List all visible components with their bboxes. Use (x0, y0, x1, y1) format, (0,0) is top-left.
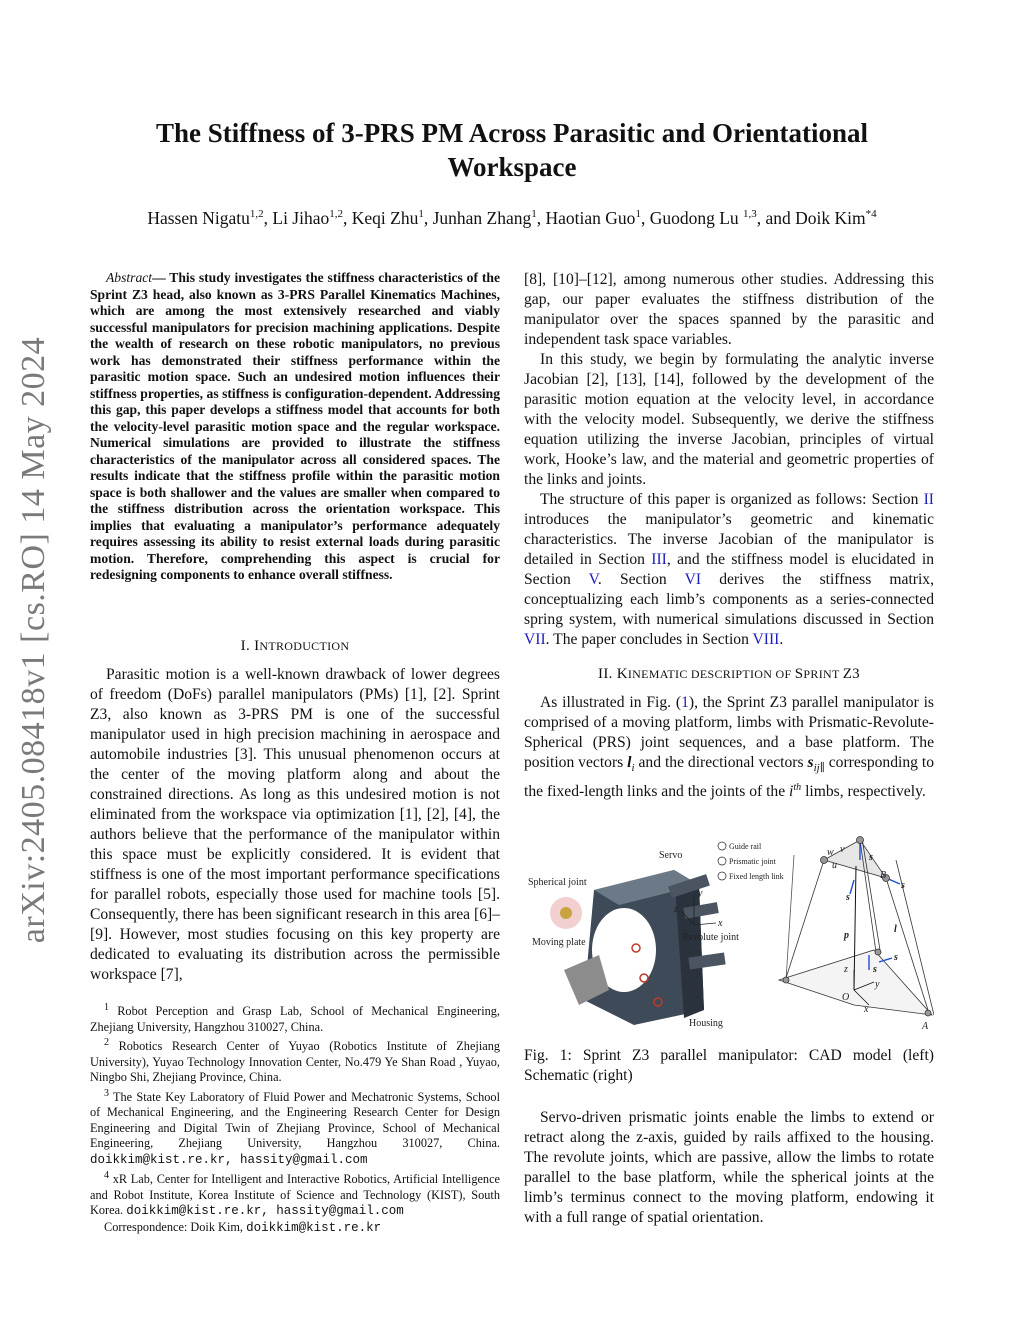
figure-caption: Fig. 1: Sprint Z3 parallel manipulator: CAD model (left) Schematic (right) (524, 1047, 934, 1084)
author-5: Haotian Guo$^1$, (545, 208, 650, 228)
legend-fixed-length-link: Fixed length link (729, 872, 784, 881)
author-1: Hassen Nigatu$^{1,2}$, (147, 208, 273, 228)
legend-guide-rail: Guide rail (729, 842, 762, 851)
label-o: O (842, 992, 850, 1003)
author-3: Keqi Zhu$^1$, (351, 208, 433, 228)
label-s4i: s (846, 892, 850, 903)
ref-section-ii[interactable]: II (923, 491, 934, 508)
author-4: Junhan Zhang$^1$, (432, 208, 546, 228)
introduction-section (90, 636, 500, 985)
footnote-4: $^4$ xR Lab, Center for Intelligent and Interactive Robotics, Artificial Intelligence and Robot Institute, Korea Institute of Science and Technology (KIST), South Korea. doikkim@kist.re.kr, hassity@gmail.com (90, 1170, 500, 1219)
author-list (60, 208, 964, 229)
label-y: y (875, 979, 880, 990)
abstract-label: Abstract (106, 270, 153, 285)
right-column-top (524, 270, 934, 802)
label-cad-y: y (698, 888, 703, 899)
schematic (779, 837, 934, 1033)
label-a-i: A (922, 1021, 929, 1032)
paper-title: The Stiffness of 3-PRS PM Across Parasitic and Orientational Workspace (156, 118, 868, 182)
footnote-1: $^1$ Robot Perception and Grasp Lab, School of Mechanical Engineering, Zhejiang University, Hangzhou 310027, China. (90, 1002, 500, 1034)
label-s1i: s (894, 952, 898, 963)
label-b-i: B (880, 870, 887, 881)
label-w: w (827, 847, 834, 858)
right-column-bottom (524, 1108, 934, 1228)
paragraph-structure: The structure of this paper is organized as follows: Section II introduces the manipulator’s geometric and kinematic characteristics. The inverse Jacobian of the manipulator is detailed in Section III, and the stiffness model is elucidated in Section V. Section VI derives the stiffness matrix, conceptualizing each limb’s components as a series-connected spring system, with numerical simulations discussed in Section VII. The paper concludes in Section VIII. (524, 491, 935, 648)
figure-1 (524, 830, 934, 1040)
label-housing: Housing (689, 1018, 723, 1029)
ref-section-viii[interactable]: VIII (752, 631, 780, 648)
paragraph-servo: Servo-driven prismatic joints enable the limbs to extend or retract along the z-axis, guided by rails affixed to the housing. The revolute joints, which are passive, allow the limbs to rotate parallel to the base platform, while the spherical joints at the limb’s terminus connect to the moving platform, endowing it with a full range of spatial orientation. (524, 1109, 934, 1226)
section-heading-kinematic: II. KINEMATIC DESCRIPTION OF SPRINT Z3 (598, 666, 860, 682)
author-2: Li Jihao$^{1,2}$, (272, 208, 352, 228)
intro-paragraph: Parasitic motion is a well-known drawback of lower degrees of freedom (DoFs) parallel manipulators (PMs) [1], [2]. Sprint Z3, also known as 3-PRS PM is one of the successful manipulator used in high precision machining in aerospace and automobile industries [3]. This unusual phenomenon occurs at the center of the moving platform along and about the constrained directions. As long as this undesired motion is not eliminated from the workspace via optimization [1], [2], [4], the authors believe that the performance of the manipulator within this space must be explicitly considered. It is evident that stiffness is one of the most important performance specifications for parallel robots, especially those used for machine tools [5]. Consequently, there has been significant research in this area [6]–[9]. However, most studies focusing on this key property are dedicated to evaluating its distribution across the permissible workspace [7], (90, 666, 500, 983)
ref-section-vi[interactable]: VI (684, 571, 702, 588)
figure-1-drawing (524, 830, 934, 1040)
cad-model (528, 850, 739, 1029)
label-x: x (864, 1004, 869, 1015)
abstract-text: — This study investigates the stiffness characteristics of the Sprint Z3 head, also known as 3-PRS Parallel Kinematics Machines, which are among the most extensively researched and viably successful manipulators for precision machining applications. Despite the wealth of research on these robotic manipulators, no previous work has demonstrated their stiffness performance within the parasitic motion space. Such an undesired motion influences their stiffness properties, as stiffness is configuration-dependent. Addressing this gap, this paper develops a stiffness model that accounts for both the velocity-level parasitic motion space and the regular workspace. Numerical simulations are provided to illustrate the stiffness characteristics of the manipulator across all considered spaces. The results indicate that the stiffness profile within the parasitic motion space is both shallower and the values are smaller when compared to the stiffness distribution across the orientation workspace. This implies that evaluating a manipulator’s performance adequately requires assessing its ability to resist external loads during parasitic motion. Therefore, comprehending this aspect is crucial for redesigning components to enhance overall stiffness. (90, 270, 500, 582)
label-revolute-joint: Revolute joint (682, 932, 739, 943)
author-7: Doik Kim$^{*4}$ (795, 208, 877, 228)
label-spherical-joint: Spherical joint (528, 877, 587, 888)
paragraph-continued: [8], [10]–[12], among numerous other studies. Addressing this gap, our paper evaluates the stiffness distribution of the manipulator over the spaces spanned by the parasitic and independent task space variables. (524, 271, 934, 348)
label-cad-x: x (718, 918, 723, 929)
ref-section-iii[interactable]: III (651, 551, 667, 568)
abstract (90, 270, 500, 584)
footnotes (90, 1000, 500, 1236)
arxiv-stamp: arXiv:2405.08418v1 [cs.RO] 14 May 2024 (15, 336, 52, 944)
label-s5i: s (901, 880, 905, 891)
label-p: p (844, 930, 849, 941)
section-heading-introduction: I. INTRODUCTION (240, 638, 350, 654)
label-s3i: s (869, 852, 873, 863)
label-l-i: l (894, 924, 897, 935)
ref-section-v[interactable]: V (588, 571, 598, 588)
footnote-3: $^3$ The State Key Laboratory of Fluid Power and Mechatronic Systems, School of Mechanical Engineering, and the Engineering Research Center for Design Engineering and Digital Twin of Zhejiang Province, School of Mechanical Engineering, Zhejiang University, Hangzhou 310027, China. doikkim@kist.re.kr, hassity@gmail.com (90, 1087, 500, 1167)
legend-prismatic-joint: Prismatic joint (729, 857, 776, 866)
label-cad-z: z (674, 904, 678, 915)
footnote-2: $^2$ Robotics Research Center of Yuyao (Robotics Institute of Zhejiang University), Yuyao Technology Innovation Center, No.479 Ye Shan Road , Yuyao, Ningbo Shi, Zhejiang Province, China. (90, 1037, 500, 1085)
label-servo: Servo (659, 850, 683, 861)
label-s2i: s (873, 964, 877, 975)
label-z: z (844, 964, 848, 975)
figure-legend (718, 842, 784, 881)
author-6: Guodong Lu $^{1,3}$, and (649, 208, 796, 228)
paragraph-study: In this study, we begin by formulating the analytic inverse Jacobian [2], [13], [14], followed by the development of the parasitic motion equation at the velocity level, in accordance with the velocity model. Subsequently, we derive the stiffness equation utilizing the inverse Jacobian, principles of virtual work, Hooke’s law, and the material and geometric properties of the links and joints. (524, 351, 934, 488)
correspondence: Correspondence: Doik Kim, doikkim@kist.re.kr (104, 1219, 382, 1235)
label-u: u (832, 860, 837, 871)
paragraph-kinematic: As illustrated in Fig. (1), the Sprint Z3 parallel manipulator is comprised of a moving platform, limbs with Prismatic-Revolute-Spherical (PRS) joint sequences, and a base platform. The position vectors $l_i$ and the directional vectors $s_{ij\parallel}$ corresponding to the fixed-length links and the joints of the $i^{th}$ limbs, respectively. (524, 694, 934, 801)
label-moving-plate: Moving plate (532, 937, 586, 948)
ref-fig-1[interactable]: 1 (681, 694, 689, 711)
ref-section-vii[interactable]: VII (524, 631, 546, 648)
label-v: v (840, 844, 845, 855)
